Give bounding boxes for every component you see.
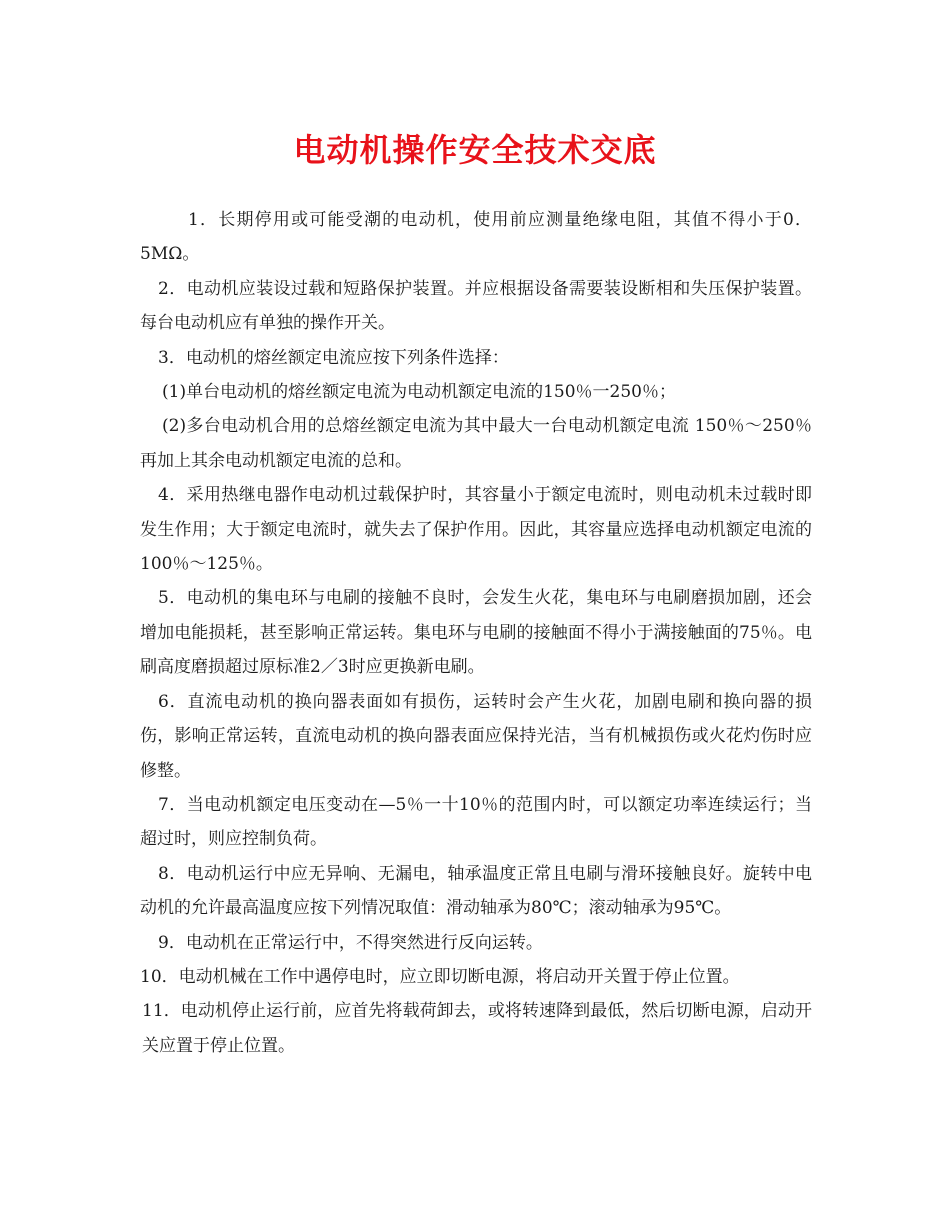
paragraph-3-item-2: (2)多台电动机合用的总熔丝额定电流为其中最大一台电动机额定电流 150％～250％再加上其余电动机额定电流的总和。 [140,416,812,471]
paragraph-8: 8．电动机运行中应无异响、无漏电，轴承温度正常且电刷与滑环接触良好。旋转中电动机的允许最高温度应按下列情况取值：滑动轴承为80℃；滚动轴承为95℃。 [140,863,812,919]
paragraph-11: 11．电动机停止运行前，应首先将载荷卸去，或将转速降到最低，然后切断电源，启动开关应置于停止位置。 [142,1001,812,1056]
paragraph-1: 1．长期停用或可能受潮的电动机，使用前应测量绝缘电阻，其值不得小于0．5MΩ。 [140,210,812,265]
paragraph-9: 9．电动机在正常运行中，不得突然进行反向运转。 [158,932,543,953]
paragraph-5: 5．电动机的集电环与电刷的接触不良时，会发生火花，集电环与电刷磨损加剧，还会增加电能损耗，甚至影响正常运转。集电环与电刷的接触面不得小于满接触面的75％。电刷高度磨损超过原标准2／3时应更换新电刷。 [140,588,812,678]
document-body [140,203,812,1063]
paragraph-10: 10．电动机械在工作中遇停电时，应立即切断电源，将启动开关置于停止位置。 [140,966,740,987]
paragraph-4: 4．采用热继电器作电动机过载保护时，其容量小于额定电流时，则电动机未过载时即发生作用；大于额定电流时，就失去了保护作用。因此，其容量应选择电动机额定电流的100％～125％。 [140,485,812,575]
paragraph-6: 6．直流电动机的换向器表面如有损伤，运转时会产生火花，加剧电刷和换向器的损伤，影响正常运转，直流电动机的换向器表面应保持光洁，当有机械损伤或火花灼伤时应修整。 [140,691,812,781]
paragraph-3: 3．电动机的熔丝额定电流应按下列条件选择： [158,347,509,368]
paragraph-7: 7．当电动机额定电压变动在—5％一十10％的范围内时，可以额定功率连续运行；当超过时，则应控制负荷。 [140,794,812,850]
page-title: 电动机操作安全技术交底 [293,131,657,169]
paragraph-2: 2．电动机应装设过载和短路保护装置。并应根据设备需要装设断相和失压保护装置。每台电动机应有单独的操作开关。 [140,278,812,334]
paragraph-3-item-1: (1)单台电动机的熔丝额定电流为电动机额定电流的150％一250％； [162,382,676,403]
